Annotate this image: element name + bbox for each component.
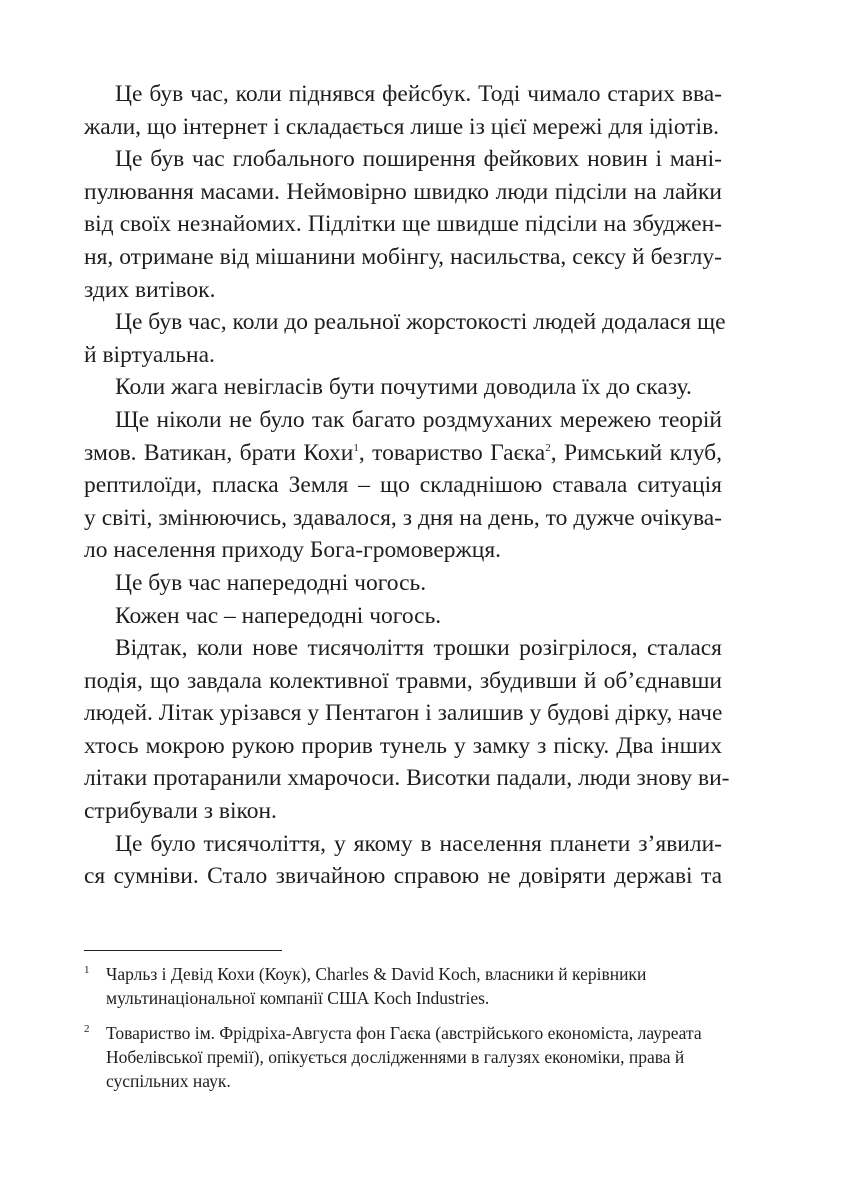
footnote-text: Чарльз і Девід Кохи (Коук), Charles & David Koch, власники й керівники мультинаціональної компанії США Koch Industries. (106, 964, 647, 1008)
text-line: у світі, змінюючись, здавалося, з дня на день, то дужче очікува- (84, 504, 722, 531)
text-line: людей. Літак урізався у Пентагон і залишив у будові дірку, наче (84, 700, 723, 727)
text-line: Це був час, коли піднявся фейсбук. Тоді чимало старих вва- (115, 81, 722, 107)
text-line: й віртуальна. (84, 341, 215, 368)
text-line: хтось мокрою рукою прорив тунель у замку з піску. Два інших (84, 732, 722, 759)
text-line (84, 437, 722, 470)
footnote-text: Товариство ім. Фрідріха-Августа фон Гаєка (австрійського економіста, лауреата Нобелівської премії), опікується дослідженнями в галузях економіки, права й суспільних наук. (106, 1023, 702, 1091)
text-line: ня, отримане від мішанини мобінгу, насильства, сексу й безглу- (84, 243, 722, 270)
footnotes (84, 962, 722, 1104)
text-fragment: , Римський клуб, (550, 439, 722, 466)
text-line: Це був час, коли до реальної жорстокості людей додалася ще (115, 309, 726, 336)
footnote-number: 1 (84, 964, 90, 976)
text-line: ся сумніви. Стало звичайною справою не довіряти державі та (84, 863, 722, 890)
text-line: літаки протаранили хмарочоси. Висотки падали, люди знову ви- (84, 765, 730, 792)
text-line: Це був час глобального поширення фейкових новин і мані- (115, 146, 722, 173)
footnote-divider (84, 950, 282, 951)
text-line: від своїх незнайомих. Підлітки ще швидше підсіли на збуджен- (84, 211, 722, 238)
text-line: пулювання масами. Неймовірно швидко люди підсіли на лайки (84, 178, 722, 205)
footnote-number: 2 (84, 1023, 90, 1035)
footnote-ref: 2 (545, 441, 551, 454)
text-fragment: змов. Ватикан, брати Кохи (84, 439, 354, 466)
footnote-2 (84, 1021, 722, 1093)
text-line: здих витівок. (84, 276, 216, 303)
footnote-ref: 1 (353, 441, 359, 454)
body-text (84, 78, 730, 893)
text-line: Це був час напередодні чогось. (115, 569, 427, 596)
text-line: рептилоїди, пласка Земля – що складнішою ставала ситуація (84, 472, 722, 499)
footnote-1 (84, 962, 722, 1010)
text-line: жали, що інтернет і складається лише із цієї мережі для ідіотів. (84, 113, 720, 140)
text-line: Ще ніколи не було так багато роздмуханих мережею теорій (115, 406, 722, 433)
text-fragment: , товариство Гаєка (358, 439, 546, 466)
text-line: Коли жага невігласів бути почутими доводила їх до сказу. (115, 374, 692, 401)
text-line: подія, що завдала колективної травми, збудивши й об’єднавши (84, 667, 722, 694)
text-line: ло населення приходу Бога-громовержця. (84, 537, 501, 564)
text-line: Кожен час – напередодні чогось. (115, 602, 442, 629)
text-line: Відтак, коли нове тисячоліття трошки розігрілося, сталася (115, 635, 722, 662)
text-line: Це було тисячоліття, у якому в населення планети з’явили- (115, 830, 722, 857)
text-line: стрибували з вікон. (84, 798, 277, 825)
